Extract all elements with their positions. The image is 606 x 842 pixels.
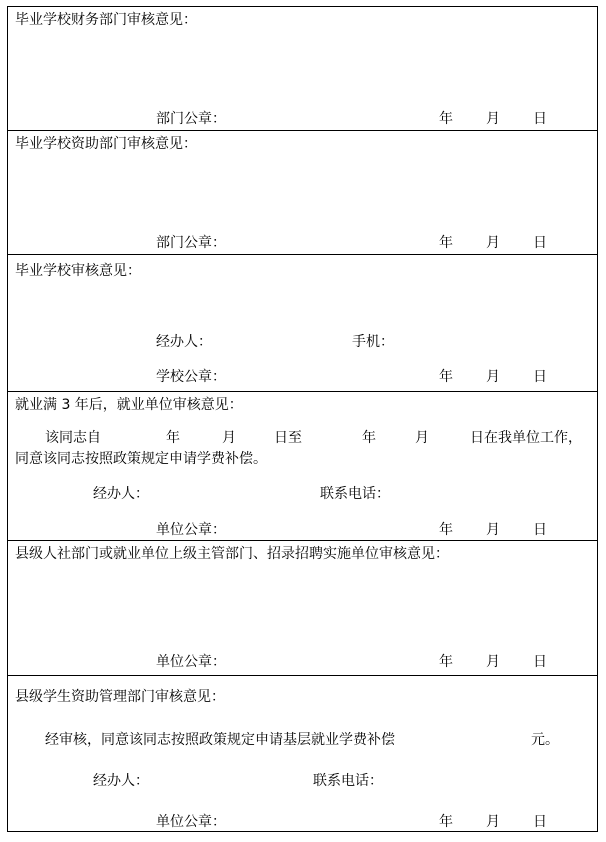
date-year-label: 年 [439, 235, 453, 251]
date-month-label: 月 [486, 369, 500, 385]
section-finance-review [8, 7, 597, 131]
phone-label: 联系电话： [313, 773, 383, 789]
handler-label: 经办人： [156, 334, 212, 350]
seal-label: 学校公章： [156, 369, 226, 385]
section-aid-review [8, 131, 597, 255]
date-month-label: 月 [486, 235, 500, 251]
work-end-month-label: 月 [415, 430, 429, 446]
seal-label: 部门公章： [156, 111, 226, 127]
seal-label: 单位公章： [156, 522, 226, 538]
approval-text: 经审核，同意该同志按照政策规定申请基层就业学费补偿 [45, 732, 395, 748]
date-day-label: 日 [533, 369, 547, 385]
date-month-label: 月 [486, 522, 500, 538]
section-heading: 毕业学校审核意见： [15, 263, 141, 279]
handler-label: 经办人： [93, 486, 149, 502]
section-heading: 县级人社部门或就业单位上级主管部门、招录招聘实施单位审核意见： [15, 546, 449, 562]
date-year-label: 年 [439, 654, 453, 670]
seal-label: 部门公章： [156, 235, 226, 251]
agreement-text: 同意该同志按照政策规定申请学费补偿。 [15, 451, 267, 467]
work-end-year-label: 年 [362, 430, 376, 446]
section-employer-review [8, 392, 597, 541]
work-start-month-label: 月 [222, 430, 236, 446]
seal-label: 单位公章： [156, 654, 226, 670]
work-period-prefix: 该同志自 [45, 430, 101, 446]
review-form [7, 6, 598, 832]
section-county-aid-review [8, 676, 597, 833]
section-heading: 就业满 3 年后，就业单位审核意见： [15, 397, 243, 413]
phone-label: 手机： [352, 334, 394, 350]
section-heading: 县级学生资助管理部门审核意见： [15, 689, 225, 705]
date-day-label: 日 [533, 522, 547, 538]
work-start-day-label: 日至 [274, 430, 302, 446]
date-month-label: 月 [486, 111, 500, 127]
date-year-label: 年 [439, 814, 453, 830]
date-day-label: 日 [533, 814, 547, 830]
handler-label: 经办人： [93, 773, 149, 789]
date-day-label: 日 [533, 235, 547, 251]
work-start-year-label: 年 [166, 430, 180, 446]
date-month-label: 月 [486, 814, 500, 830]
date-day-label: 日 [533, 654, 547, 670]
section-school-review [8, 255, 597, 392]
date-year-label: 年 [439, 111, 453, 127]
date-month-label: 月 [486, 654, 500, 670]
work-period-suffix: 日在我单位工作， [470, 430, 582, 446]
section-heading: 毕业学校资助部门审核意见： [15, 136, 197, 152]
date-year-label: 年 [439, 369, 453, 385]
phone-label: 联系电话： [320, 486, 390, 502]
amount-unit: 元。 [531, 732, 559, 748]
section-county-hr-review [8, 541, 597, 676]
seal-label: 单位公章： [156, 814, 226, 830]
section-heading: 毕业学校财务部门审核意见： [15, 12, 197, 28]
date-year-label: 年 [439, 522, 453, 538]
date-day-label: 日 [533, 111, 547, 127]
